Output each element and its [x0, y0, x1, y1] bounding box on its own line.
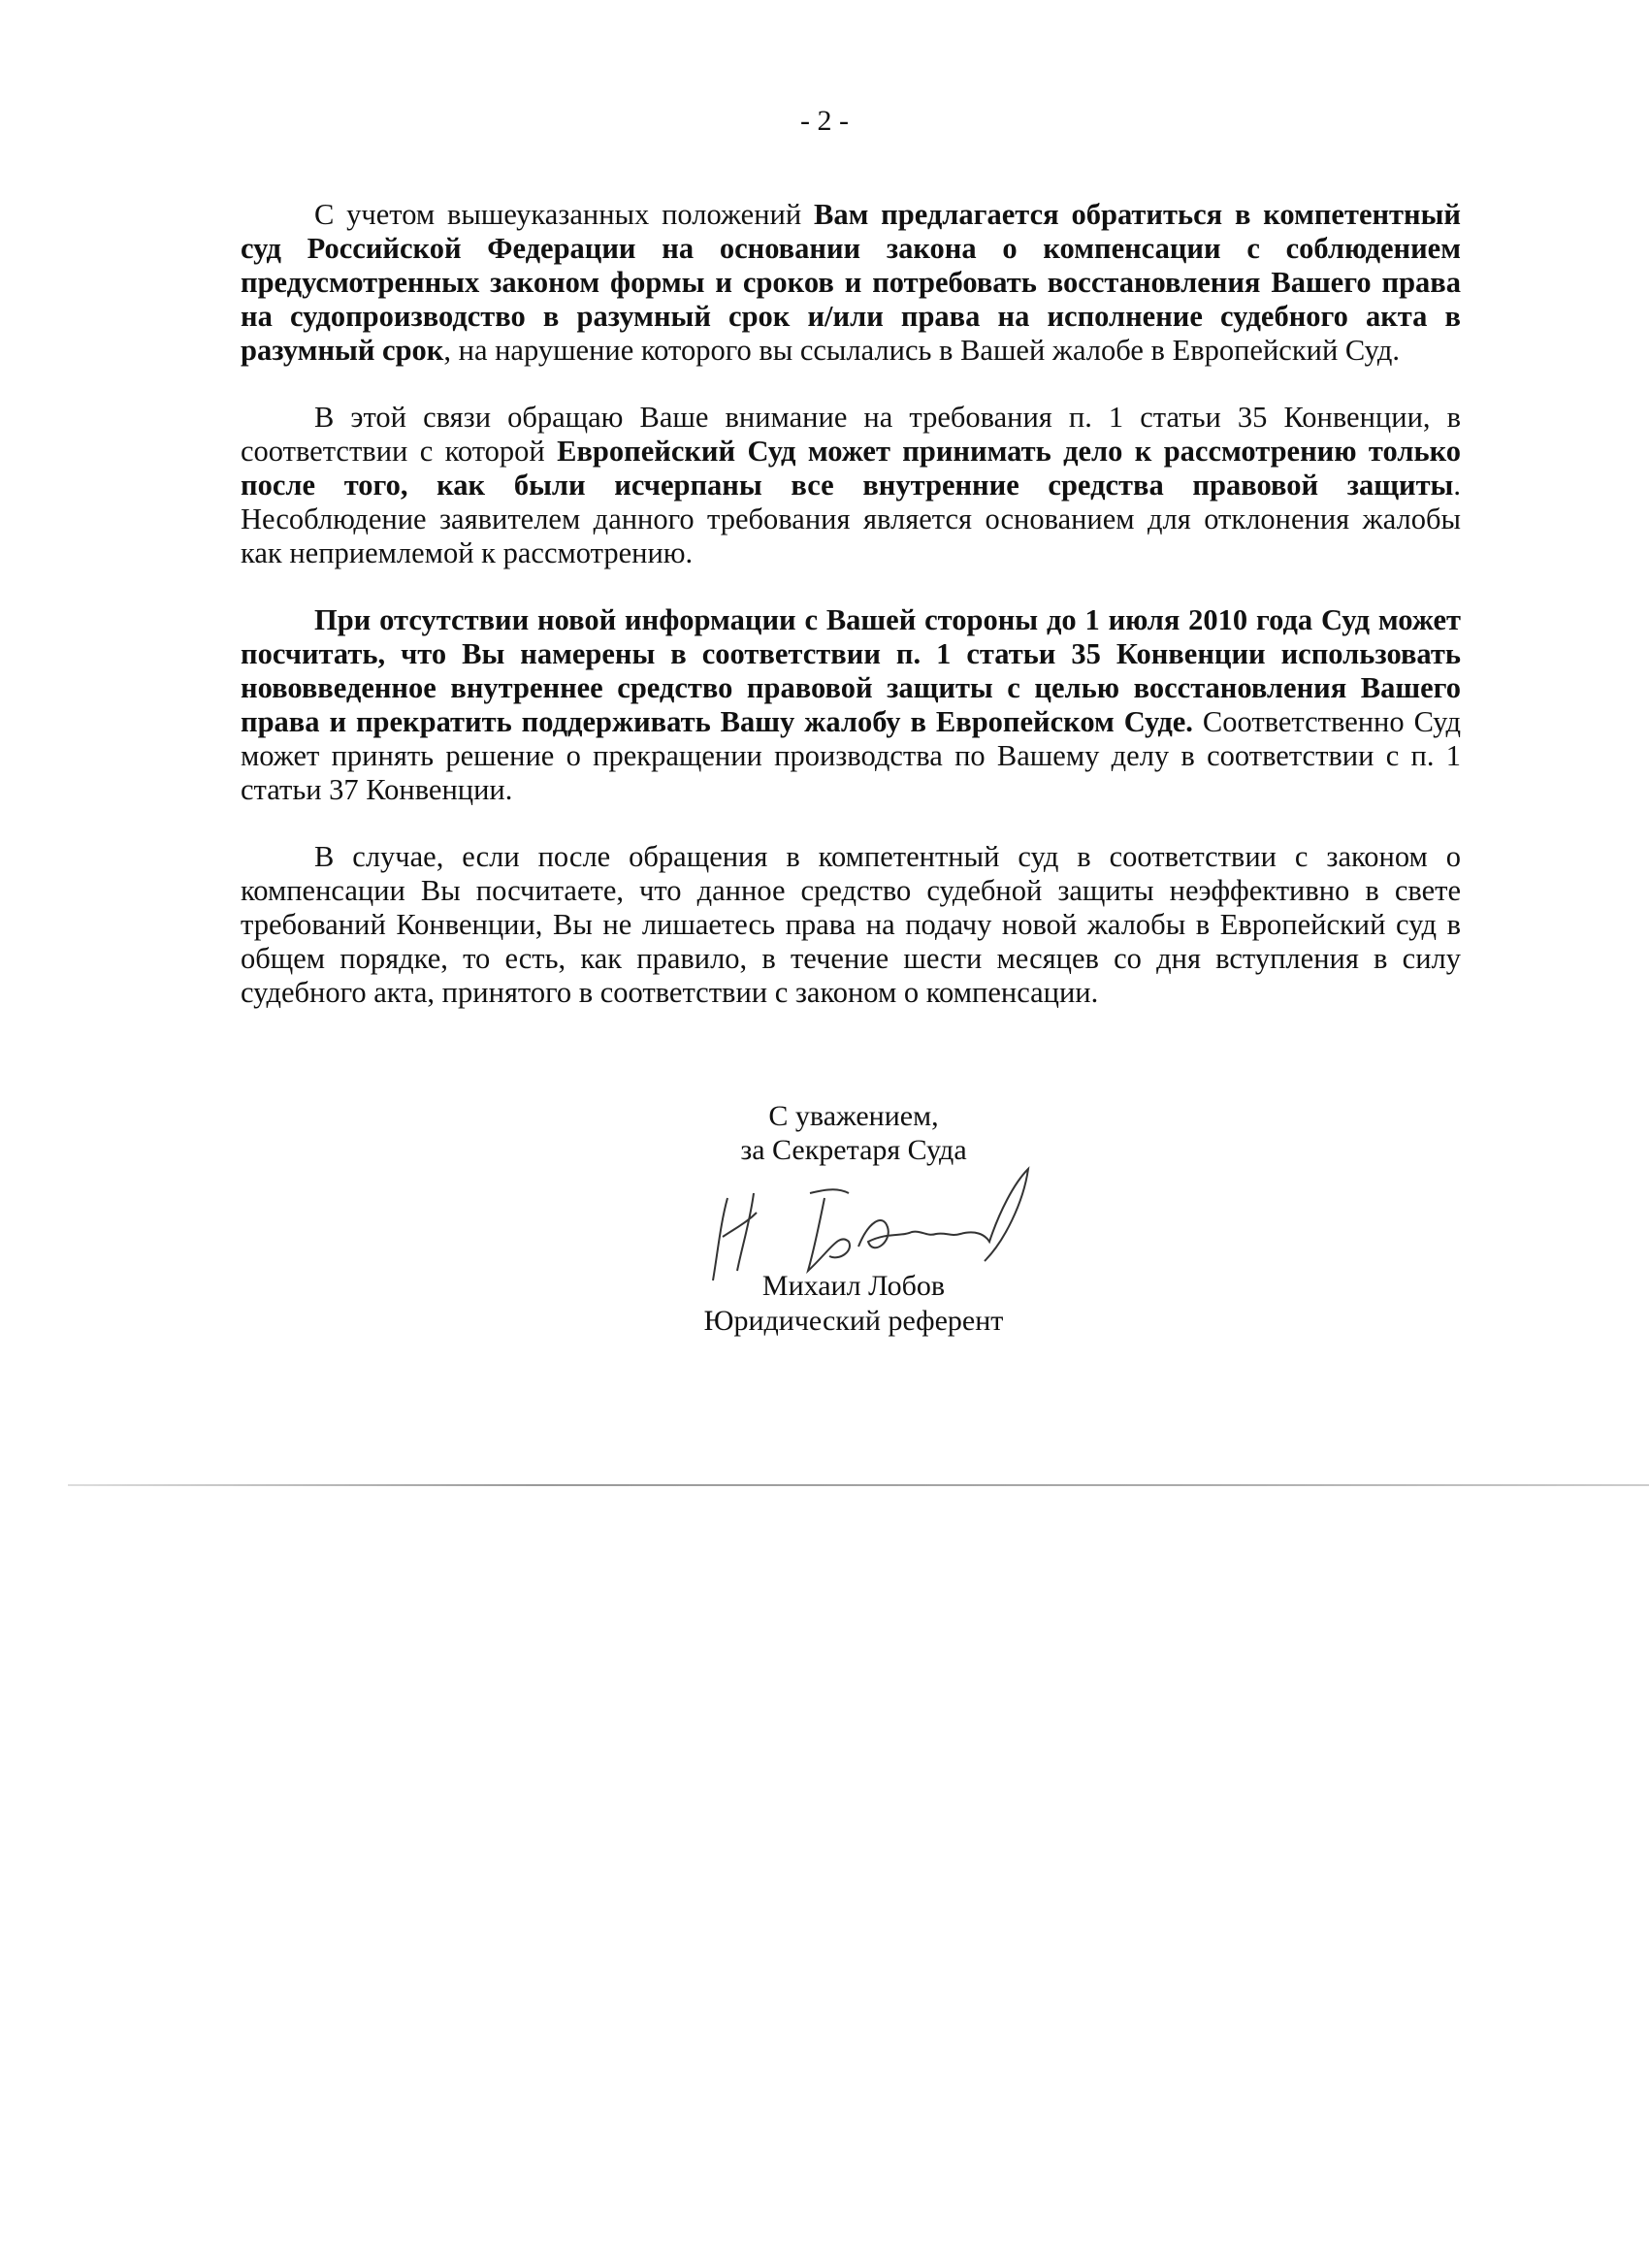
signer-block [660, 1269, 1048, 1339]
text-run: В этой связи обращаю Ваше внимание на требования п. 1 статьи 35 Конвенции, в соответствии с которой [241, 401, 1461, 468]
bold-run: Вам предлагается обратиться в компетентный суд Российской Федерации на основании закона о компенсации с соблюдением предусмотренных законом формы и сроков и потребовать восстановления Вашего права на судопроизводство в разумный срок и/или права на исполнение судебного акта в разумный срок [241, 198, 1461, 367]
paragraph-compensation-court [241, 198, 1461, 368]
salutation: С уважением, [768, 1100, 939, 1132]
text-run: , на нарушение которого вы ссылались в Вашей жалобе в Европейский Суд. [443, 334, 1400, 367]
text-run: В случае, если после обращения в компетентный суд в соответствии с законом о компенсации Вы посчитаете, что данное средство судебной защиты неэффективно в свете требований Конвенции, Вы не лишаетесь права на подачу новой жалобы в Европейский суд в общем порядке, то есть, как правило, в течение шести месяцев со дня вступления в силу судебного акта, принятого в соответствии с законом о компенсации. [241, 840, 1461, 1009]
text-run: . Несоблюдение заявителем данного требования является основанием для отклонения жалобы как неприемлемой к рассмотрению. [241, 469, 1461, 569]
paragraph-new-application [241, 840, 1461, 1010]
page-number: - 2 - [800, 105, 849, 137]
bold-run: При отсутствии новой информации с Вашей стороны до 1 июля 2010 года Суд может посчитать, что Вы намерены в соответствии п. 1 статьи 35 Конвенции использовать нововведенное внутреннее средство правовой защиты с целью восстановления Вашего права и прекратить поддерживать Вашу жалобу в Европейском Суде. [241, 603, 1461, 738]
letter-body [241, 198, 1461, 1043]
paragraph-deadline [241, 603, 1461, 807]
text-run: С учетом вышеуказанных положений [314, 198, 814, 231]
signer-title: Юридический референт [703, 1305, 1004, 1337]
bold-run: Европейский Суд может принимать дело к рассмотрению только после того, как были исчерпаны все внутренние средства правовой защиты [241, 435, 1461, 502]
signer-name: Михаил Лобов [761, 1270, 946, 1302]
text-run: Соответственно Суд может принять решение о прекращении производства по Вашему делу в соответствии с п. 1 статьи 37 Конвенции. [241, 705, 1462, 806]
paragraph-article-35 [241, 401, 1461, 570]
on-behalf-of: за Секретаря Суда [740, 1134, 967, 1166]
scan-edge-line [68, 1484, 1649, 1486]
